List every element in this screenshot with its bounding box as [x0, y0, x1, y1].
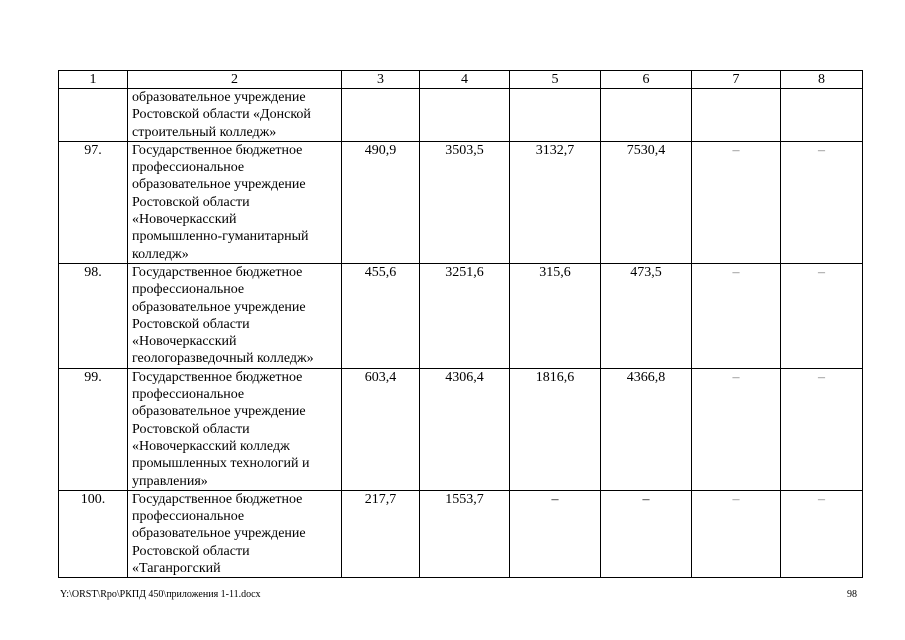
value-cell-col-6: 473,5	[601, 263, 692, 368]
table-header-row	[59, 71, 863, 89]
institution-name-line: промышленно-гуманитарный	[132, 229, 309, 245]
row-number-cell: 99.	[59, 368, 128, 490]
page-number: 98	[847, 589, 857, 600]
institution-name-line: Государственное бюджетное	[132, 264, 303, 280]
institution-name-line: профессиональное	[132, 282, 245, 298]
institution-name-line: Ростовской области «Донской	[132, 107, 311, 123]
value-cell-col-3: 603,4	[342, 368, 420, 490]
institution-name-line: Государственное бюджетное	[132, 369, 303, 385]
institution-name-line: «Новочеркасский	[132, 212, 237, 228]
institution-name-cell	[128, 141, 342, 263]
value-cell-col-8: –	[781, 263, 863, 368]
column-header-8: 8	[781, 71, 863, 89]
value-cell-col-5: 3132,7	[510, 141, 601, 263]
institution-name-line: Ростовской области	[132, 543, 250, 559]
institution-name-cell	[128, 89, 342, 142]
institution-name-line: строительный колледж»	[132, 124, 277, 140]
value-cell-col-6: –	[601, 490, 692, 577]
value-cell-col-6: 4366,8	[601, 368, 692, 490]
institution-name-line: «Таганрогский	[132, 561, 221, 577]
institution-name-line: образовательное учреждение	[132, 299, 306, 315]
column-header-4: 4	[420, 71, 510, 89]
column-header-7: 7	[692, 71, 781, 89]
institution-name-line: образовательное учреждение	[132, 404, 306, 420]
column-header-3: 3	[342, 71, 420, 89]
value-cell-col-7: –	[692, 490, 781, 577]
institution-name-line: образовательное учреждение	[132, 90, 306, 105]
row-number-cell: 97.	[59, 141, 128, 263]
institution-name-line: управления»	[132, 473, 208, 489]
row-number-cell: 100.	[59, 490, 128, 577]
row-number-cell: 98.	[59, 263, 128, 368]
institution-name-cell	[128, 263, 342, 368]
institution-name-line: колледж»	[132, 246, 189, 262]
value-cell-col-6: 7530,4	[601, 141, 692, 263]
table-body	[59, 89, 863, 578]
value-cell-col-5: 315,6	[510, 263, 601, 368]
value-cell-col-7: –	[692, 263, 781, 368]
institution-name-line: Ростовской области	[132, 194, 250, 210]
table-row	[59, 490, 863, 577]
footer-file-path: Y:\ORST\Rpo\РКПД 450\приложения 1-11.docx	[60, 589, 261, 600]
value-cell-col-7: –	[692, 368, 781, 490]
institution-name-cell	[128, 368, 342, 490]
value-cell-col-8: –	[781, 490, 863, 577]
institution-name-line: геологоразведочный колледж»	[132, 351, 314, 367]
value-cell-col-7: –	[692, 141, 781, 263]
institution-name-line: Государственное бюджетное	[132, 142, 303, 158]
institution-name-line: образовательное учреждение	[132, 526, 306, 542]
value-cell-col-8: –	[781, 368, 863, 490]
value-cell-col-6	[601, 89, 692, 142]
institution-name-line: промышленных технологий и	[132, 456, 310, 472]
institution-name-line: профессиональное	[132, 387, 245, 403]
institution-name-line: Ростовской области	[132, 421, 250, 437]
value-cell-col-4	[420, 89, 510, 142]
institution-name-line: профессиональное	[132, 509, 245, 525]
institution-name-line: образовательное учреждение	[132, 177, 306, 193]
column-header-2: 2	[128, 71, 342, 89]
value-cell-col-8: –	[781, 141, 863, 263]
value-cell-col-4: 4306,4	[420, 368, 510, 490]
column-header-5: 5	[510, 71, 601, 89]
value-cell-col-3: 455,6	[342, 263, 420, 368]
value-cell-col-4: 3251,6	[420, 263, 510, 368]
table-row	[59, 368, 863, 490]
value-cell-col-3: 217,7	[342, 490, 420, 577]
value-cell-col-5: –	[510, 490, 601, 577]
institution-name-line: «Новочеркасский	[132, 334, 237, 350]
value-cell-col-8	[781, 89, 863, 142]
table-row	[59, 89, 863, 142]
table-row	[59, 263, 863, 368]
institution-name-line: «Новочеркасский колледж	[132, 438, 290, 454]
value-cell-col-4: 3503,5	[420, 141, 510, 263]
data-table	[58, 70, 863, 578]
value-cell-col-3	[342, 89, 420, 142]
institution-name-line: Государственное бюджетное	[132, 491, 303, 507]
column-header-1: 1	[59, 71, 128, 89]
column-header-6: 6	[601, 71, 692, 89]
value-cell-col-3: 490,9	[342, 141, 420, 263]
institution-name-cell	[128, 490, 342, 577]
table-row	[59, 141, 863, 263]
value-cell-col-5	[510, 89, 601, 142]
row-number-cell	[59, 89, 128, 142]
value-cell-col-7	[692, 89, 781, 142]
value-cell-col-5: 1816,6	[510, 368, 601, 490]
institution-name-line: Ростовской области	[132, 316, 250, 332]
value-cell-col-4: 1553,7	[420, 490, 510, 577]
institution-name-line: профессиональное	[132, 160, 245, 176]
